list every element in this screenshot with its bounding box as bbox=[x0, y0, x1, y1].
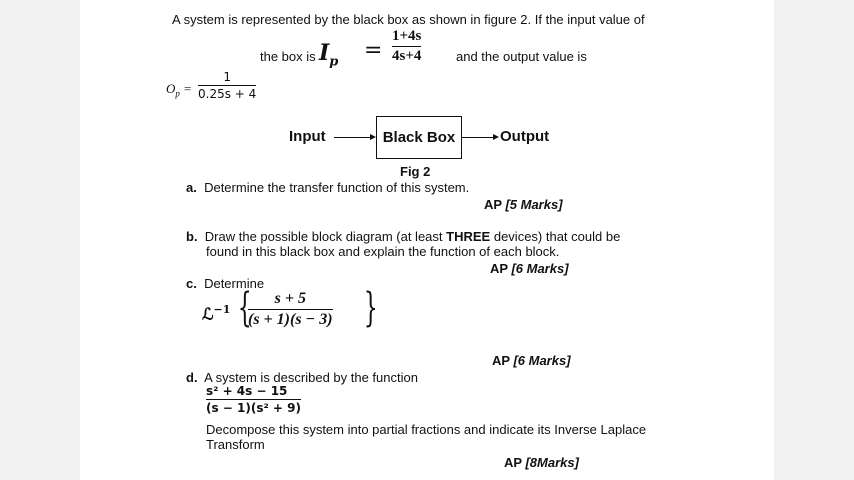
question-d-line3: Transform bbox=[206, 437, 265, 452]
marks-a: AP [5 Marks] bbox=[484, 197, 563, 212]
input-numerator: 1+4s bbox=[392, 28, 422, 44]
diagram-output-label: Output bbox=[500, 128, 550, 145]
question-d: d. A system is described by the function bbox=[186, 370, 418, 385]
marks-d: AP [8Marks] bbox=[504, 455, 579, 470]
equals-sign: = bbox=[364, 38, 383, 63]
question-a: a. Determine the transfer function of this system. bbox=[186, 180, 470, 195]
output-numerator: 1 bbox=[223, 70, 231, 84]
output-denominator: 0.25s + 4 bbox=[198, 87, 257, 101]
question-c-fraction bbox=[248, 290, 333, 329]
question-c-denominator: (s + 1)(s − 3) bbox=[248, 311, 333, 328]
marks-c: AP [6 Marks] bbox=[492, 353, 571, 368]
black-box: Black Box bbox=[376, 116, 462, 159]
question-b-line2: found in this black box and explain the function of each block. bbox=[206, 244, 560, 259]
question-b: b. Draw the possible block diagram (at least THREE devices) that could be bbox=[186, 229, 621, 244]
laplace-operator: ℒ$^{-1}$ bbox=[202, 303, 231, 324]
question-d-numerator: s² + 4s − 15 bbox=[206, 384, 288, 398]
input-symbol: $I_p$ bbox=[319, 40, 339, 70]
right-brace: } bbox=[363, 285, 378, 331]
question-c-numerator: s + 5 bbox=[274, 290, 306, 307]
output-arrowhead bbox=[493, 134, 499, 140]
output-suffix: and the output value is bbox=[456, 49, 587, 64]
input-prefix: the box is bbox=[260, 49, 316, 64]
diagram-input-label: Input bbox=[289, 128, 326, 145]
output-fraction bbox=[198, 70, 256, 101]
question-d-fraction bbox=[206, 384, 301, 415]
output-symbol: $O_p$ = bbox=[166, 81, 192, 99]
figure-caption: Fig 2 bbox=[400, 164, 431, 179]
output-line bbox=[461, 137, 495, 138]
question-c: c. Determine bbox=[186, 276, 265, 291]
document-page bbox=[80, 0, 774, 480]
question-d-denominator: (s − 1)(s² + 9) bbox=[206, 401, 301, 415]
input-line bbox=[334, 137, 370, 138]
left-brace: { bbox=[237, 285, 252, 331]
input-denominator: 4s+4 bbox=[392, 48, 422, 64]
input-fraction bbox=[392, 28, 421, 65]
intro-line: A system is represented by the black box as shown in figure 2. If the input value of bbox=[172, 12, 645, 27]
marks-b: AP [6 Marks] bbox=[490, 261, 569, 276]
question-d-line2: Decompose this system into partial fractions and indicate its Inverse Laplace bbox=[206, 422, 647, 437]
